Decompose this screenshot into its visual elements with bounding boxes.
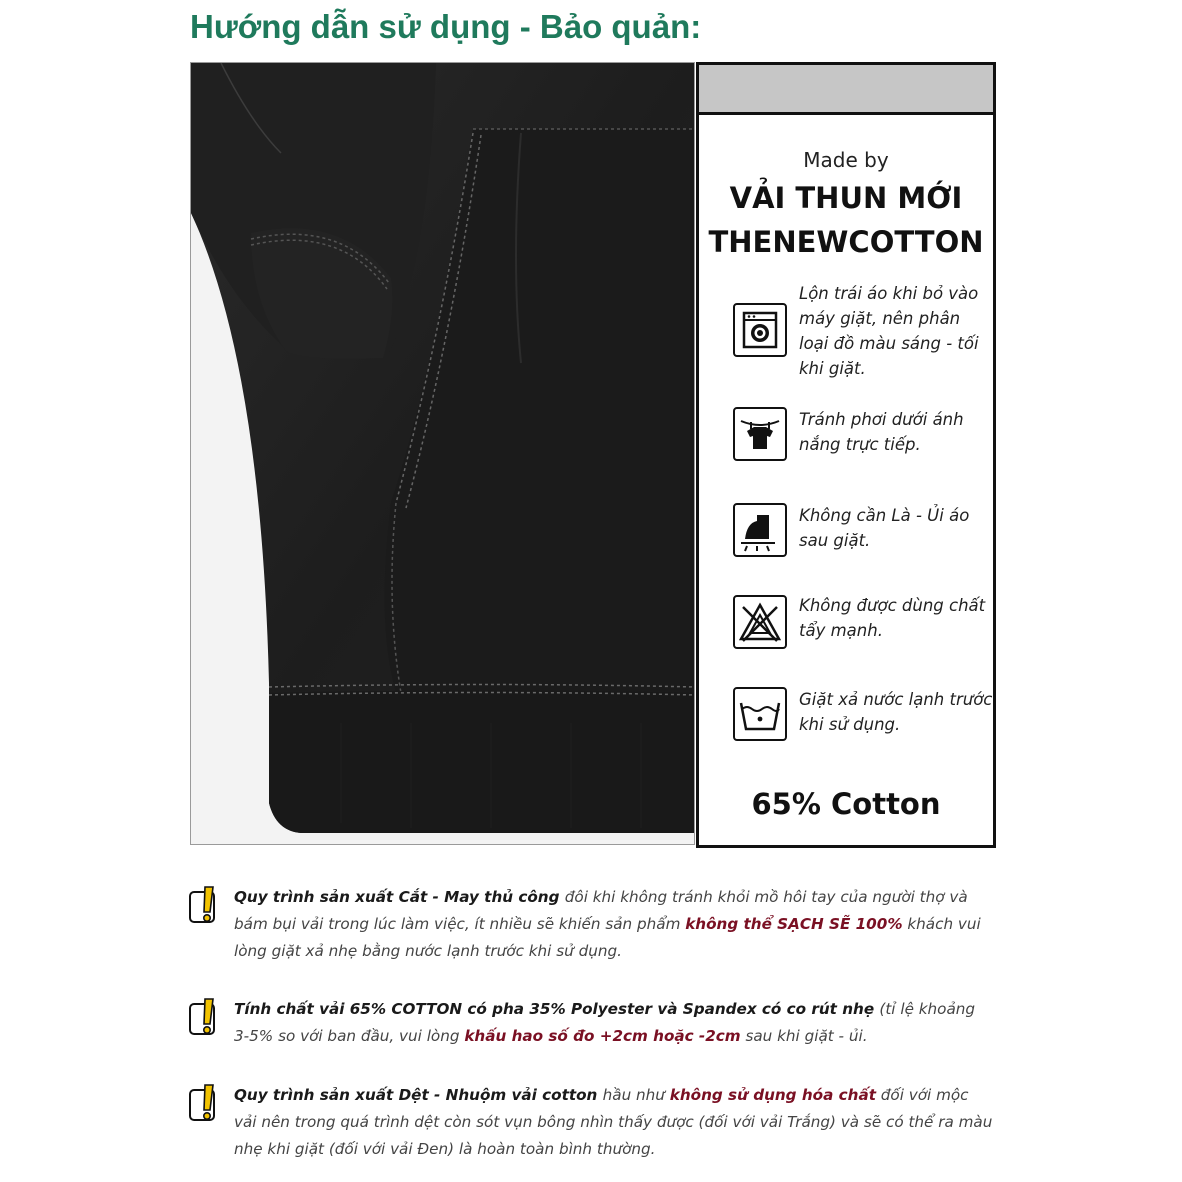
note-highlight: khấu hao số đo +2cm hoặc -2cm <box>464 1027 741 1045</box>
warning-icon <box>188 998 224 1038</box>
product-photo <box>190 62 695 845</box>
page-title: Hướng dẫn sử dụng - Bảo quản: <box>190 8 702 45</box>
note-segment: đôi khi không tránh khỏi mồ hôi tay của người thợ và bám bụi vải trong lúc làm việc, ít nhiều sẽ khiến sản phẩm <box>234 888 968 933</box>
brand-name-en: THENEWCOTTON <box>708 225 984 259</box>
care-text: Lộn trái áo khi bỏ vào máy giặt, nên phân loại đồ màu sáng - tối khi giặt. <box>799 284 979 378</box>
label-top-bar <box>699 65 993 115</box>
brand-name-vi: VẢI THUN MỚI <box>729 181 963 215</box>
no-bleach-icon <box>733 595 787 649</box>
note-segment: Quy trình sản xuất Dệt - Nhuộm vải cotton <box>234 1086 603 1104</box>
note-highlight: không thể SẠCH SẼ 100% <box>685 915 903 933</box>
warning-icon <box>188 886 224 926</box>
shade-dry-icon <box>733 407 787 461</box>
care-label <box>696 62 996 848</box>
note-segment: Quy trình sản xuất Cắt - May thủ công <box>234 888 565 906</box>
note-segment: đối với mộc vải nên trong quá trình dệt còn sót vụn bông nhìn thấy được (đối với vải Trắng) và sẽ có thể ra màu nhẹ khi giặt (đối với vải Đen) là hoàn toàn bình thường. <box>234 1086 993 1158</box>
care-text: Tránh phơi dưới ánh nắng trực tiếp. <box>799 410 964 454</box>
note-text <box>234 1082 994 1163</box>
washing-machine-icon <box>733 303 787 357</box>
made-by-text: Made by <box>803 148 889 172</box>
warning-icon <box>188 1084 224 1124</box>
note-text <box>234 996 994 1050</box>
note-segment: Tính chất vải 65% COTTON có pha 35% Polyester và Spandex có co rút nhẹ <box>234 1000 880 1018</box>
care-text: Không cần Là - Ủi áo sau giặt. <box>799 506 970 550</box>
note-segment: khách vui lòng giặt xả nhẹ bằng nước lạnh trước khi sử dụng. <box>234 915 981 960</box>
cold-wash-icon <box>733 687 787 741</box>
no-iron-icon <box>733 503 787 557</box>
note-segment: (tỉ lệ khoảng 3-5% so với ban đầu, vui lòng <box>234 1000 976 1045</box>
note-text <box>234 884 994 965</box>
hoodie-image <box>191 63 695 845</box>
fabric-composition: 65% Cotton <box>751 787 941 821</box>
note-highlight: không sử dụng hóa chất <box>669 1086 876 1104</box>
care-text: Không được dùng chất tẩy mạnh. <box>799 596 986 640</box>
care-text: Giặt xả nước lạnh trước khi sử dụng. <box>799 690 993 734</box>
note-segment: hầu như <box>602 1086 670 1104</box>
note-segment: sau khi giặt - ủi. <box>740 1027 868 1045</box>
